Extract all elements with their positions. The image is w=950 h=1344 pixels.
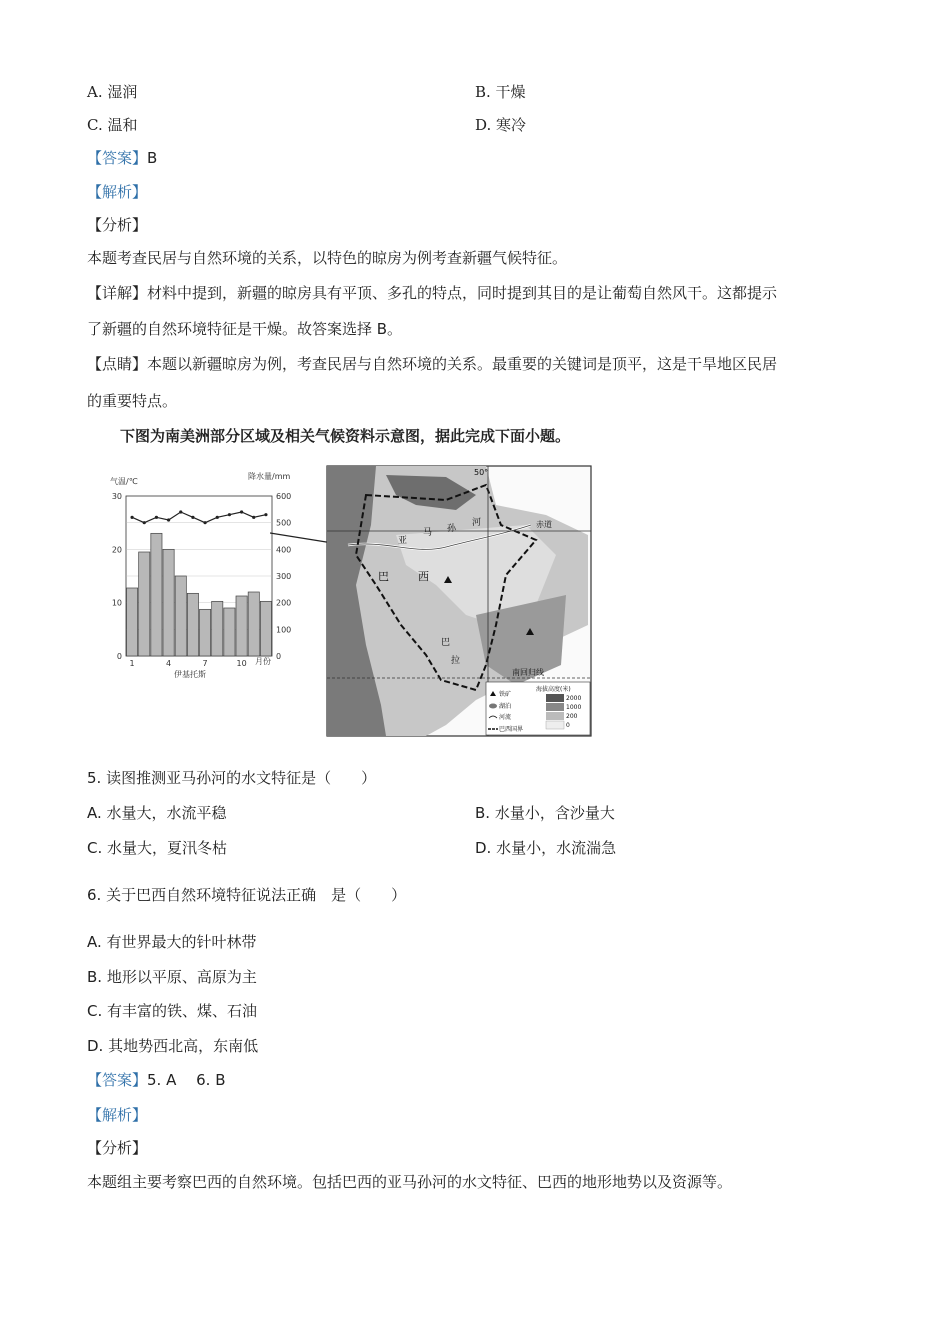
fenxi2-tag: 【分析】: [87, 1139, 148, 1157]
lon-label: 50°: [474, 468, 489, 477]
legend-level-2000: 2000: [566, 695, 582, 702]
country-label-1: 巴: [378, 570, 389, 583]
right-tick-label: 0: [276, 652, 282, 661]
legend-level-0-swatch: [546, 721, 564, 729]
legend-item-lake: 湖泊: [499, 703, 512, 710]
precip-bar: [224, 608, 235, 656]
temp-point: [203, 521, 206, 524]
xiangjie-line2: 了新疆的自然环境特征是干燥。故答案选择 B。: [87, 320, 403, 338]
temp-point: [240, 510, 243, 513]
river-label-2: 马: [423, 528, 433, 538]
answer2-tag: 【答案】: [87, 1071, 148, 1089]
temp-point: [155, 516, 158, 519]
temp-polyline: [132, 512, 266, 523]
q5-option-b: B. 水量小，含沙量大: [475, 804, 615, 822]
precip-bar: [236, 596, 247, 656]
legend-level-2000-swatch: [546, 694, 564, 702]
climate-chart: [100, 468, 305, 693]
right-tick-label: 200: [276, 598, 292, 608]
legend-level-200-swatch: [546, 712, 564, 720]
south-america-map: [326, 465, 592, 737]
station-label: 伊基托斯: [174, 670, 206, 679]
x-tick-label: 4: [166, 659, 172, 668]
river-label-4: 河: [472, 518, 482, 528]
q6-stem: 6. 关于巴西自然环境特征说法正确 是（ ）: [87, 886, 407, 904]
legend-level-1000-swatch: [546, 703, 564, 711]
fenxi2-text: 本题组主要考察巴西的自然环境。包括巴西的亚马孙河的水文特征、巴西的地形地势以及资源等。: [87, 1173, 733, 1191]
q6-option-b: B. 地形以平原、高原为主: [87, 968, 257, 986]
precip-bar: [163, 549, 174, 656]
answer2-line: [87, 1070, 226, 1090]
temp-point: [191, 516, 194, 519]
q4-option-c: C. 温和: [87, 116, 138, 134]
precip-bar: [260, 601, 271, 656]
precip-bar: [200, 609, 211, 656]
dianjing-line1: 【点睛】本题以新疆晾房为例，考查民居与自然环境的关系。最重要的关键词是顶平，这是干旱地区民居: [87, 355, 778, 373]
right-tick-label: 300: [276, 572, 292, 581]
precip-bar: [139, 552, 150, 656]
temp-point: [143, 521, 146, 524]
q5-option-d: D. 水量小，水流湍急: [475, 839, 617, 857]
legend-level-200: 200: [566, 713, 578, 720]
temp-point: [216, 516, 219, 519]
left-tick-label: 20: [111, 545, 122, 555]
x-tick-label: 1: [129, 659, 135, 668]
answer-tag: 【答案】: [87, 149, 148, 167]
right-tick-label: 600: [276, 492, 292, 501]
q5-option-a: A. 水量大，水流平稳: [87, 804, 227, 822]
legend-item-border: 巴西国界: [499, 726, 524, 733]
legend-title: 海拔高度(米): [536, 686, 571, 693]
q6-option-d: D. 其地势西北高，东南低: [87, 1037, 259, 1055]
country-label-3: 巴: [441, 638, 451, 648]
river-label-3: 孙: [447, 524, 457, 534]
fenxi-tag: 【分析】: [87, 216, 148, 234]
river-label-1: 亚: [398, 536, 408, 546]
left-tick-label: 0: [116, 652, 122, 661]
temp-point: [179, 510, 182, 513]
temp-point: [228, 513, 231, 516]
right-axis-title: 降水量/mm: [248, 472, 291, 481]
q5-stem: 5. 读图推测亚马孙河的水文特征是（ ）: [87, 769, 377, 787]
xiangjie-text: 材料中提到，新疆的晾房具有平顶、多孔的特点，同时提到其目的是让葡萄自然风干。这都提示: [147, 284, 778, 302]
jiexi2-tag: 【解析】: [87, 1106, 148, 1124]
right-tick-label: 100: [276, 625, 292, 635]
jiexi-tag: 【解析】: [87, 183, 148, 201]
precip-bar: [127, 588, 138, 656]
country-label-4: 拉: [451, 656, 461, 666]
left-axis-title: 气温/℃: [110, 477, 138, 486]
xiangjie-tag: 【详解】: [87, 284, 148, 302]
climate-chart-svg: [100, 468, 305, 693]
dianjing-line2: 的重要特点。: [87, 392, 178, 410]
answer-value: B: [147, 149, 158, 167]
answer-line: [87, 148, 157, 168]
fenxi-text: 本题考查民居与自然环境的关系，以特色的晾房为例考查新疆气候特征。: [87, 249, 568, 267]
precip-bar: [187, 593, 198, 656]
temp-point: [130, 516, 133, 519]
x-tick-label: 7: [202, 659, 208, 668]
legend-item-iron: 铁矿: [499, 691, 512, 698]
temp-point: [252, 516, 255, 519]
temp-point: [264, 513, 267, 516]
temp-point: [167, 518, 170, 521]
month-label: 月份: [255, 657, 271, 666]
right-tick-label: 400: [276, 545, 292, 555]
q6-option-a: A. 有世界最大的针叶林带: [87, 933, 257, 951]
country-label-2: 西: [418, 570, 429, 583]
legend-level-0: 0: [566, 722, 570, 729]
legend-lake-icon: [489, 704, 497, 709]
tropic-label: 南回归线: [512, 668, 544, 677]
precip-bar: [151, 533, 162, 656]
precipitation-bars: [127, 533, 272, 656]
right-tick-label: 500: [276, 518, 292, 528]
q4-option-a: A. 湿润: [87, 83, 138, 101]
q4-option-b: B. 干燥: [475, 83, 526, 101]
left-tick-label: 10: [111, 598, 122, 608]
precip-bar: [175, 576, 186, 656]
legend-item-river: 河流: [499, 714, 512, 721]
map-svg: [326, 465, 592, 737]
q5-option-c: C. 水量大，夏汛冬枯: [87, 839, 228, 857]
temperature-line: [130, 510, 267, 524]
answer2-value: 5. A 6. B: [147, 1071, 226, 1089]
precip-bar: [212, 601, 223, 656]
xiangjie-line1: [87, 283, 777, 303]
q6-option-c: C. 有丰富的铁、煤、石油: [87, 1002, 258, 1020]
x-tick-label: 10: [236, 659, 247, 668]
left-tick-label: 30: [111, 492, 122, 501]
q4-option-d: D. 寒冷: [475, 116, 527, 134]
precip-bar: [248, 592, 259, 656]
legend-level-1000: 1000: [566, 704, 582, 711]
equator-label: 赤道: [536, 520, 552, 529]
figure-intro: 下图为南美洲部分区域及相关气候资料示意图，据此完成下面小题。: [120, 427, 571, 445]
